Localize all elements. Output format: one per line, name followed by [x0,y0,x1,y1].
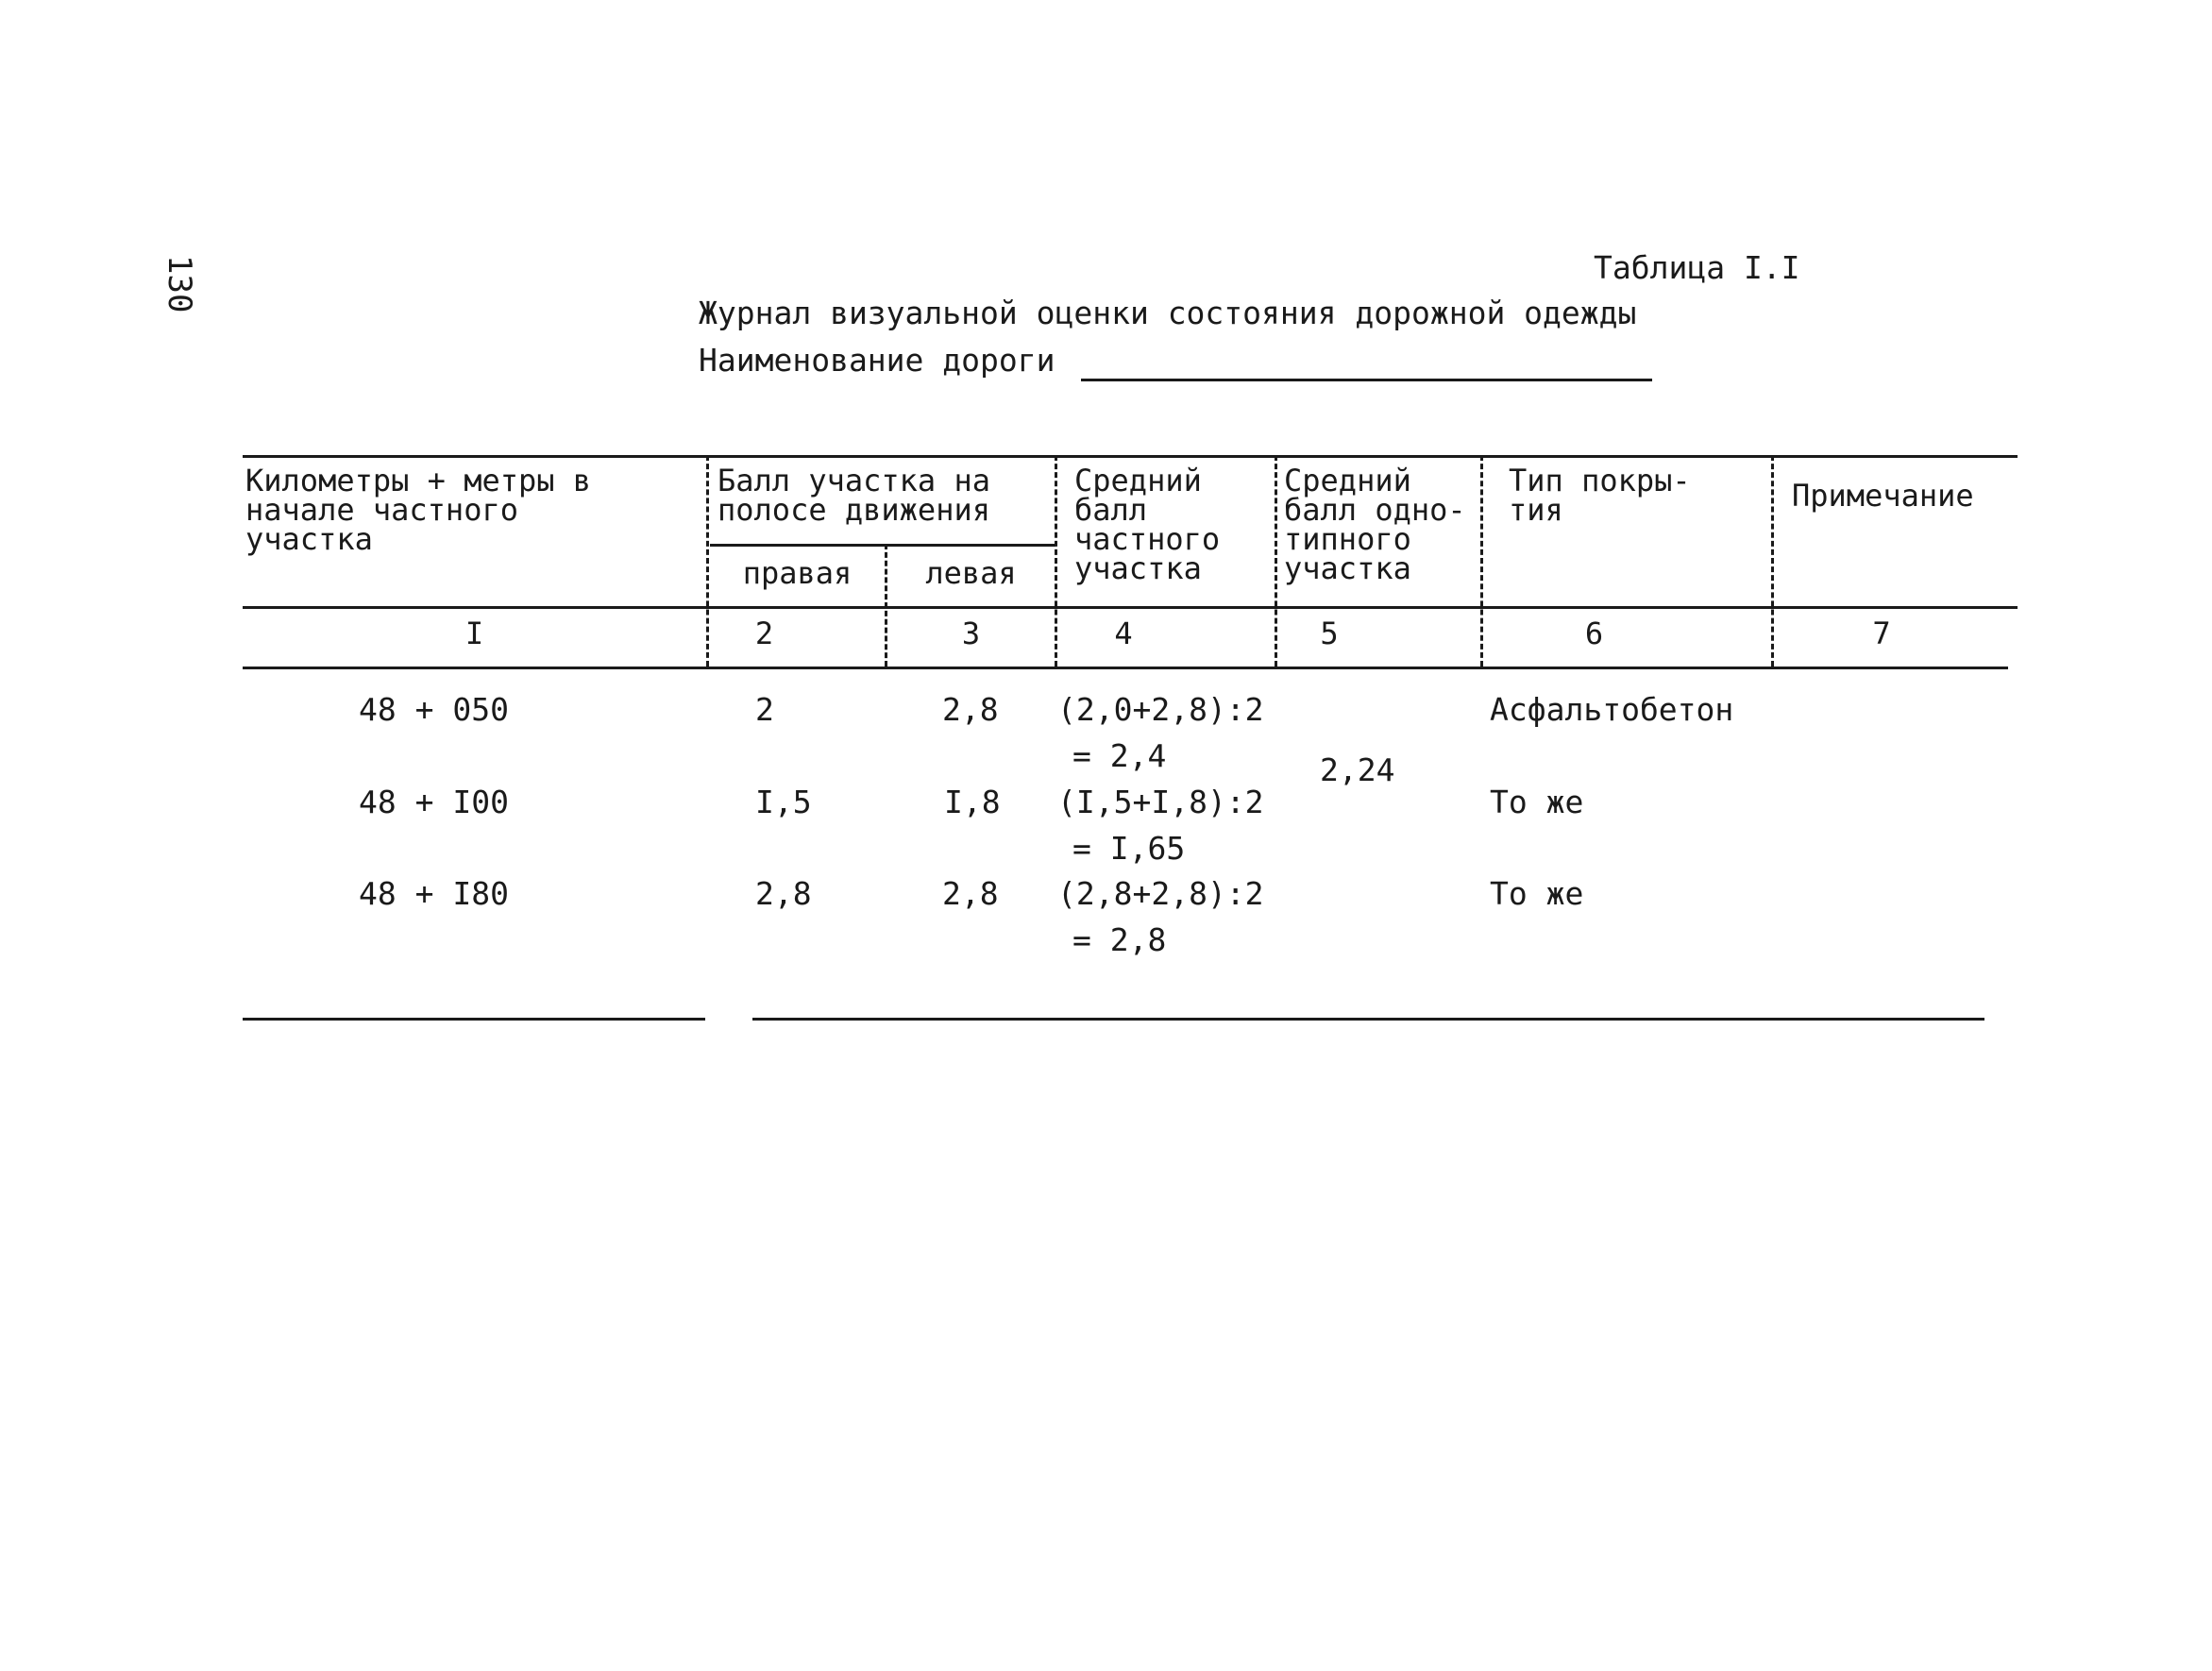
header-km-meters: Километры + метры в начале частного участка [245,463,592,557]
road-name-label: Наименование дороги [699,342,1055,379]
column-number: 2 [754,616,774,651]
column-numbers-bottom-rule [243,667,2008,669]
table-row-km: 48 + I00 [359,784,509,820]
column-number: 5 [1320,616,1339,651]
table-row-surface-type: Асфальтобетон [1490,691,1734,728]
table-bottom-rule-left [243,1018,705,1021]
table-row-right-score: I,5 [755,784,812,820]
table-bottom-rule-right [752,1018,1984,1021]
table-row-average-formula: (I,5+I,8):2 [1057,784,1264,820]
table-row-km: 48 + I80 [359,875,509,912]
document-title: Журнал визуальной оценки состояния дорожной одежды [699,295,1637,331]
table-row-left-score: 2,8 [942,691,999,728]
table-row-left-score: 2,8 [942,875,999,912]
table-row-left-score: I,8 [944,784,1001,820]
column-number: 6 [1584,616,1604,651]
header-section-average: Средний балл частного участка [1074,463,1221,586]
header-surface-type: Тип покры- тия [1509,463,1691,528]
header-note: Примечание [1792,478,1974,514]
table-row-average-formula: (2,8+2,8):2 [1057,875,1264,912]
table-row-surface-type: То же [1490,784,1584,820]
subheader-rule [710,544,1055,547]
group-average-score: 2,24 [1320,751,1395,788]
header-group-average: Средний балл одно- типного участка [1284,463,1466,586]
table-row-average-formula: (2,0+2,8):2 [1057,691,1264,728]
road-name-blank-line [1081,379,1652,381]
table-row-surface-type: То же [1490,875,1584,912]
table-row-average-result: = 2,8 [1072,921,1167,958]
page-number: 130 [160,255,198,313]
table-number: Таблица I.I [1594,249,1800,286]
table-row-km: 48 + 050 [359,691,509,728]
header-lane-score-group: Балл участка на полосе движения [718,463,990,528]
column-number: 7 [1872,616,1891,651]
header-bottom-rule [243,606,2018,609]
table-row-right-score: 2 [755,691,774,728]
header-right-lane: правая [742,555,853,591]
table-top-rule [243,455,2018,458]
column-number: 3 [961,616,981,651]
column-separator [706,455,709,667]
table-row-average-result: = 2,4 [1072,737,1167,774]
column-number: 4 [1114,616,1133,651]
column-number: I [464,616,484,651]
table-row-average-result: = I,65 [1072,830,1186,867]
header-left-lane: левая [925,555,1017,591]
table-row-right-score: 2,8 [755,875,812,912]
